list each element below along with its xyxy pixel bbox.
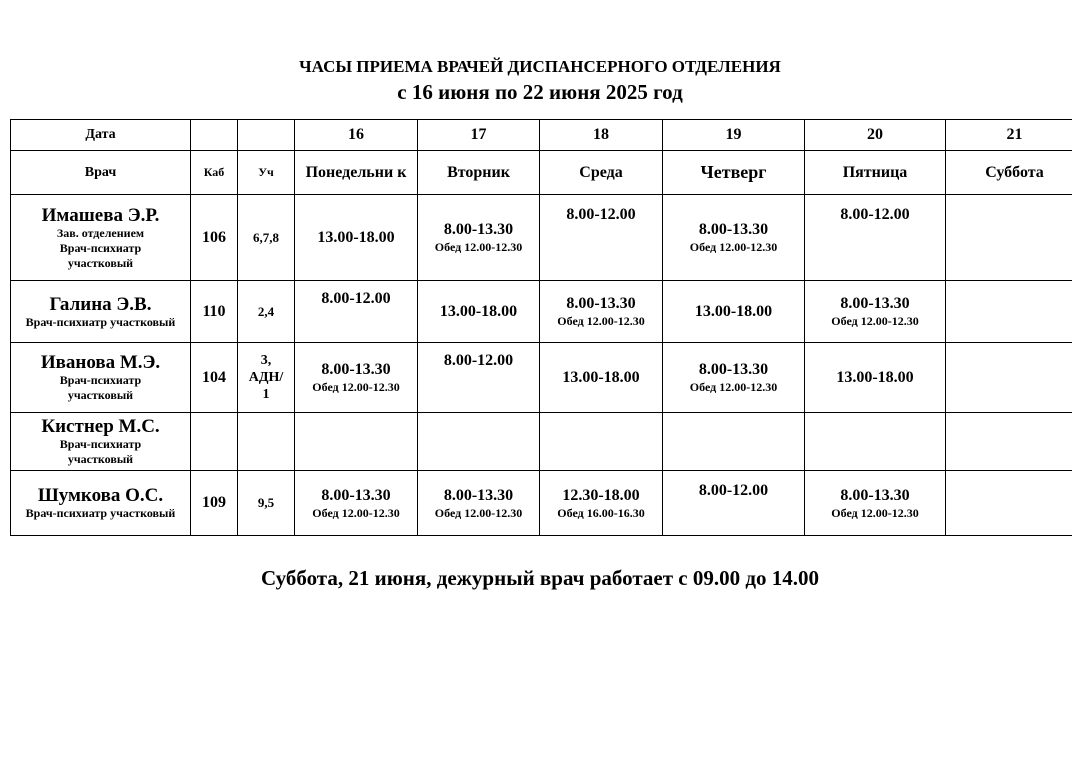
schedule-cell (295, 343, 418, 413)
schedule-cell (295, 195, 418, 281)
cab-cell: 109 (191, 471, 238, 536)
weekday-cell: Среда (540, 151, 663, 195)
schedule-cell (805, 281, 946, 343)
schedule-cell (540, 195, 663, 281)
date-cell: 19 (663, 120, 805, 151)
doctor-position: Врач-психиатр участковый (59, 240, 142, 270)
doctor-cell (11, 413, 191, 471)
doctor-cell (11, 343, 191, 413)
work-hours: 13.00-18.00 (317, 228, 395, 246)
weekday-cell: Четверг (663, 151, 805, 195)
uch-cell: 6,7,8 (238, 195, 295, 281)
empty-cell (191, 120, 238, 151)
schedule-cell (295, 471, 418, 536)
table-row (11, 281, 1072, 343)
lunch-break: Обед 12.00-12.30 (831, 505, 919, 520)
table-row (11, 413, 1072, 471)
cab-cell: 104 (191, 343, 238, 413)
uch-header: Уч (238, 151, 295, 195)
work-hours: 13.00-18.00 (836, 368, 914, 386)
work-hours: 8.00-13.30 (840, 486, 910, 504)
work-hours: 8.00-12.00 (566, 206, 636, 223)
lunch-break: Обед 12.00-12.30 (312, 380, 400, 394)
date-cell: 21 (946, 120, 1072, 151)
lunch-break: Обед 12.00-12.30 (434, 505, 523, 520)
date-cell: 17 (418, 120, 540, 151)
uch-cell: 3, АДН/ 1 (238, 343, 295, 413)
doctor-position: Врач-психиатр участковый (59, 437, 142, 466)
doctor-header: Врач (11, 151, 191, 195)
schedule-cell (663, 471, 805, 536)
doctor-cell (11, 281, 191, 343)
schedule-cell (805, 343, 946, 413)
schedule-cell (663, 343, 805, 413)
work-hours: 13.00-18.00 (439, 302, 518, 320)
duty-note: Суббота, 21 июня, дежурный врач работает с 09.00 до 14.00 (261, 566, 819, 590)
doctor-position: Врач-психиатр участковый (25, 506, 176, 520)
schedule-cell (663, 413, 805, 471)
schedule-cell (805, 471, 946, 536)
schedule-cell (663, 281, 805, 343)
schedule-cell (540, 281, 663, 343)
work-hours: 8.00-12.00 (698, 482, 769, 499)
schedule-cell (295, 413, 418, 471)
date-row (11, 120, 1072, 151)
schedule-cell (946, 413, 1072, 471)
weekday-cell: Вторник (418, 151, 540, 195)
work-hours: 8.00-13.30 (840, 295, 910, 312)
table-row (11, 195, 1072, 281)
schedule-cell (805, 413, 946, 471)
work-hours: 8.00-12.00 (443, 352, 514, 369)
lunch-break: Обед 12.00-12.30 (831, 314, 919, 328)
empty-cell (238, 120, 295, 151)
schedule-cell (663, 195, 805, 281)
schedule-cell (418, 343, 540, 413)
schedule-cell (805, 195, 946, 281)
table-row (11, 471, 1072, 536)
document-subtitle: с 16 июня по 22 июня 2025 год (397, 80, 683, 104)
work-hours: 8.00-13.30 (321, 361, 391, 378)
schedule-cell (418, 413, 540, 471)
weekday-cell: Пятница (805, 151, 946, 195)
schedule-cell (295, 281, 418, 343)
work-hours: 8.00-13.30 (698, 361, 769, 378)
work-hours: 13.00-18.00 (694, 302, 773, 320)
schedule-cell (418, 195, 540, 281)
work-hours: 8.00-12.00 (840, 206, 910, 223)
cab-cell: 110 (191, 281, 238, 343)
doctor-name: Имашева Э.Р. (41, 204, 160, 226)
weekday-cell: Суббота (946, 151, 1072, 195)
lunch-break: Обед 12.00-12.30 (434, 240, 523, 254)
schedule-cell (946, 343, 1072, 413)
schedule-cell (946, 281, 1072, 343)
uch-cell: 2,4 (238, 281, 295, 343)
work-hours: 8.00-13.30 (443, 486, 514, 504)
work-hours: 13.00-18.00 (562, 368, 640, 386)
work-hours: 8.00-13.30 (698, 221, 769, 238)
schedule-cell (946, 195, 1072, 281)
document-title: ЧАСЫ ПРИЕМА ВРАЧЕЙ ДИСПАНСЕРНОГО ОТДЕЛЕНИЯ (299, 57, 781, 76)
doctor-name: Кистнер М.С. (41, 416, 160, 437)
doctor-cell (11, 471, 191, 536)
doctor-cell (11, 195, 191, 281)
doctor-position: Врач-психиатр участковый (59, 373, 142, 402)
schedule-cell (946, 471, 1072, 536)
doctor-name: Иванова М.Э. (40, 352, 161, 373)
date-cell: 18 (540, 120, 663, 151)
schedule-cell (418, 471, 540, 536)
date-cell: 20 (805, 120, 946, 151)
cab-cell: 106 (191, 195, 238, 281)
work-hours: 8.00-12.00 (321, 290, 391, 307)
work-hours: 8.00-13.30 (321, 486, 391, 504)
lunch-break: Обед 12.00-12.30 (557, 314, 645, 328)
lunch-break: Обед 12.00-12.30 (312, 505, 400, 520)
doctor-position: Врач-психиатр участковый (25, 314, 176, 329)
date-cell: 16 (295, 120, 418, 151)
schedule-cell (540, 343, 663, 413)
uch-cell: 9,5 (238, 471, 295, 536)
lunch-break: Обед 12.00-12.30 (689, 380, 778, 394)
lunch-break: Обед 16.00-16.30 (557, 505, 645, 520)
schedule-cell (418, 281, 540, 343)
uch-cell (238, 413, 295, 471)
doctor-position: Зав. отделением (56, 225, 145, 240)
schedule-table (10, 119, 1072, 536)
work-hours: 8.00-13.30 (443, 221, 514, 238)
weekday-row (11, 151, 1072, 195)
weekday-cell: Понедельни к (295, 151, 418, 195)
doctor-name: Шумкова О.С. (37, 485, 164, 506)
date-header: Дата (11, 120, 191, 151)
lunch-break: Обед 12.00-12.30 (689, 240, 778, 254)
schedule-cell (540, 413, 663, 471)
cab-header: Каб (191, 151, 238, 195)
cab-cell (191, 413, 238, 471)
work-hours: 8.00-13.30 (566, 295, 636, 312)
work-hours: 12.30-18.00 (562, 486, 640, 504)
doctor-name: Галина Э.В. (49, 293, 152, 315)
table-row (11, 343, 1072, 413)
schedule-cell (540, 471, 663, 536)
